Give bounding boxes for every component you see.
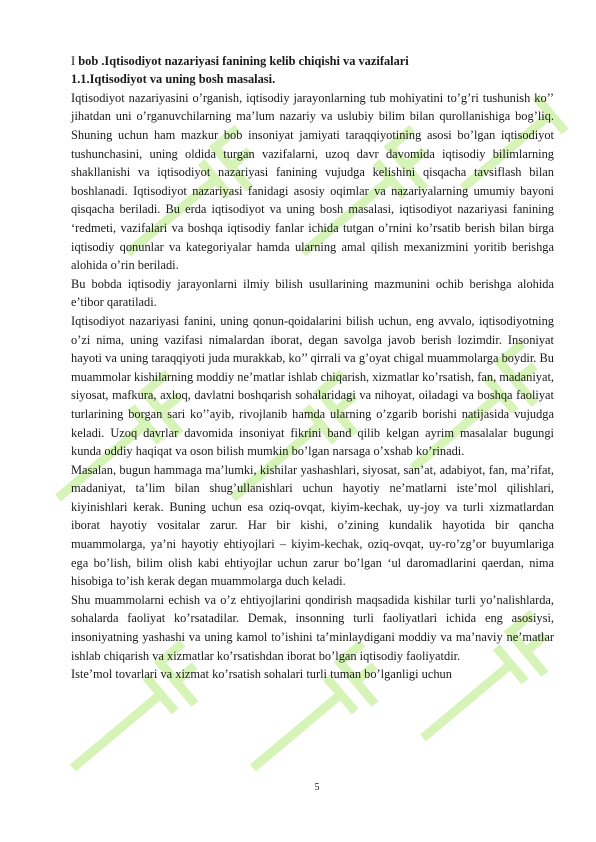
paragraph-5: Shu muammolarni echish va o’z ehtiyojlarini qondirish maqsadida kishilar turli yo’nalishlarda, sohalarda faoliyat ko’rsatadilar. Demak, insonning turli faoliyatlari ichida eng asosiysi, insoniyatning yashashi va uning kamol to’ishini ta’minlaydigani moddiy va ma’naviy ne’matlar ishlab chiqarish va xizmatlar ko’rsatishdan iborat bo’lgan iqtisodiy faoliyatdir. (71, 592, 554, 663)
chapter-title (71, 52, 554, 70)
paragraph-6: Iste’mol tovarlari va xizmat ko’rsatish sohalari turli tuman bo’lganligi uchun (71, 667, 452, 682)
section-title: 1.1.Iqtisodiyot va uning bosh masalasi. (71, 72, 276, 87)
page-number: 5 (314, 782, 320, 793)
paragraph-2: Bu bobda iqtisodiy jarayonlarni ilmiy bilish usullarining mazmunini ochib berishga alohida e’tibor qaratiladi. (71, 276, 554, 310)
paragraph-1: Iqtisodiyot nazariyasini o’rganish, iqtisodiy jarayonlarning tub mohiyatini to’g’ri tushunish ko’’ jihatdan uni o’rganuvchilarning ma’lum nazariy va uslubiy bilim bilan qurollanishiga bog’liq. Shuning uchun ham mazkur bob insoniyat jamiyati taraqqiyotining asosi bo’lgan iqtisodiyot tushunchasini, uning oldida turgan vazifalarni, uzoq davr davomida iqtisodiy bilimlarning shakllanishi va iqtisodiyot nazariyasi fanining vujudga kelishini qisqacha tavsiflash bilan boshlanadi. Iqtisodiyot nazariyasi fanidagi asosiy oqimlar va nazariyalarning umumiy bayoni qisqacha beriladi. Bu erda iqtisodiyot va uning bosh masalasi, iqtisodiyot nazariyasi fanining ‘redmeti, vazifalari va boshqa iqtisodiy fanlar ichida tutgan o’rnini ko’rsatib berish bilan birga iqtisodiy qonunlar va kategoriyalar hamda ularning amal qilish mexanizmini yoritib berishga alohida o’rin beriladi. (71, 90, 554, 273)
chapter-prefix: I (71, 54, 76, 68)
paragraph-4: Masalan, bugun hammaga ma’lumki, kishilar yashashlari, siyosat, san’at, adabiyot, fan, ma’rifat, madaniyat, ta’lim bilan shug’ullanishlari uchun hayotiy ne’matlarni iste’mol qilishlari, kiyinishlari kerak. Buning uchun esa oziq-ovqat, kiyim-kechak, uy-joy va turli xizmatlardan iborat hayotiy vositalar zarur. Har bir kishi, o’zining kundalik hayotida bir qancha muammolarga, ya’ni hayotiy ehtiyojlari – kiyim-kechak, oziq-ovqat, uy-ro’zg’or buyumlariga ega bo’lish, bilim olish kabi ehtiyojlar uchun zarur bo’lgan ‘ul daromadlarini qaerdan, nima hisobiga to’ish kerak degan muammolarga duch keladi. (71, 462, 554, 589)
paragraph-3: Iqtisodiyot nazariyasi fanini, uning qonun-qoidalarini bilish uchun, eng avvalo, iqtisodiyotning o’zi nima, uning vazifasi nimalardan iborat, degan savolga javob berish lozimdir. Insoniyat hayoti va uning taraqqiyoti juda murakkab, ko’’ qirrali va g’oyat chigal muammolarga boydir. Bu muammolar kishilarning moddiy ne’matlar ishlab chiqarish, xizmatlar ko’rsatish, fan, madaniyat, siyosat, mafkura, axloq, davlatni boshqarish sohalaridagi va nihoyat, oiladagi va boshqa faoliyat turlarining borgan sari ko’’ayib, rivojlanib hamda ularning o’zgarib borishi natijasida vujudga keladi. Uzoq davrlar davomida insoniyat fikrini band qilib kelgan ayrim masalalar bugungi kunda oddiy haqiqat va oson bilish mumkin bo’lgan narsaga o’xshab ko’rinadi. (71, 313, 554, 459)
chapter-title-text: bob .Iqtisodiyot nazariyasi fanining kelib chiqishi va vazifalari (78, 54, 409, 68)
document-page (71, 52, 554, 684)
